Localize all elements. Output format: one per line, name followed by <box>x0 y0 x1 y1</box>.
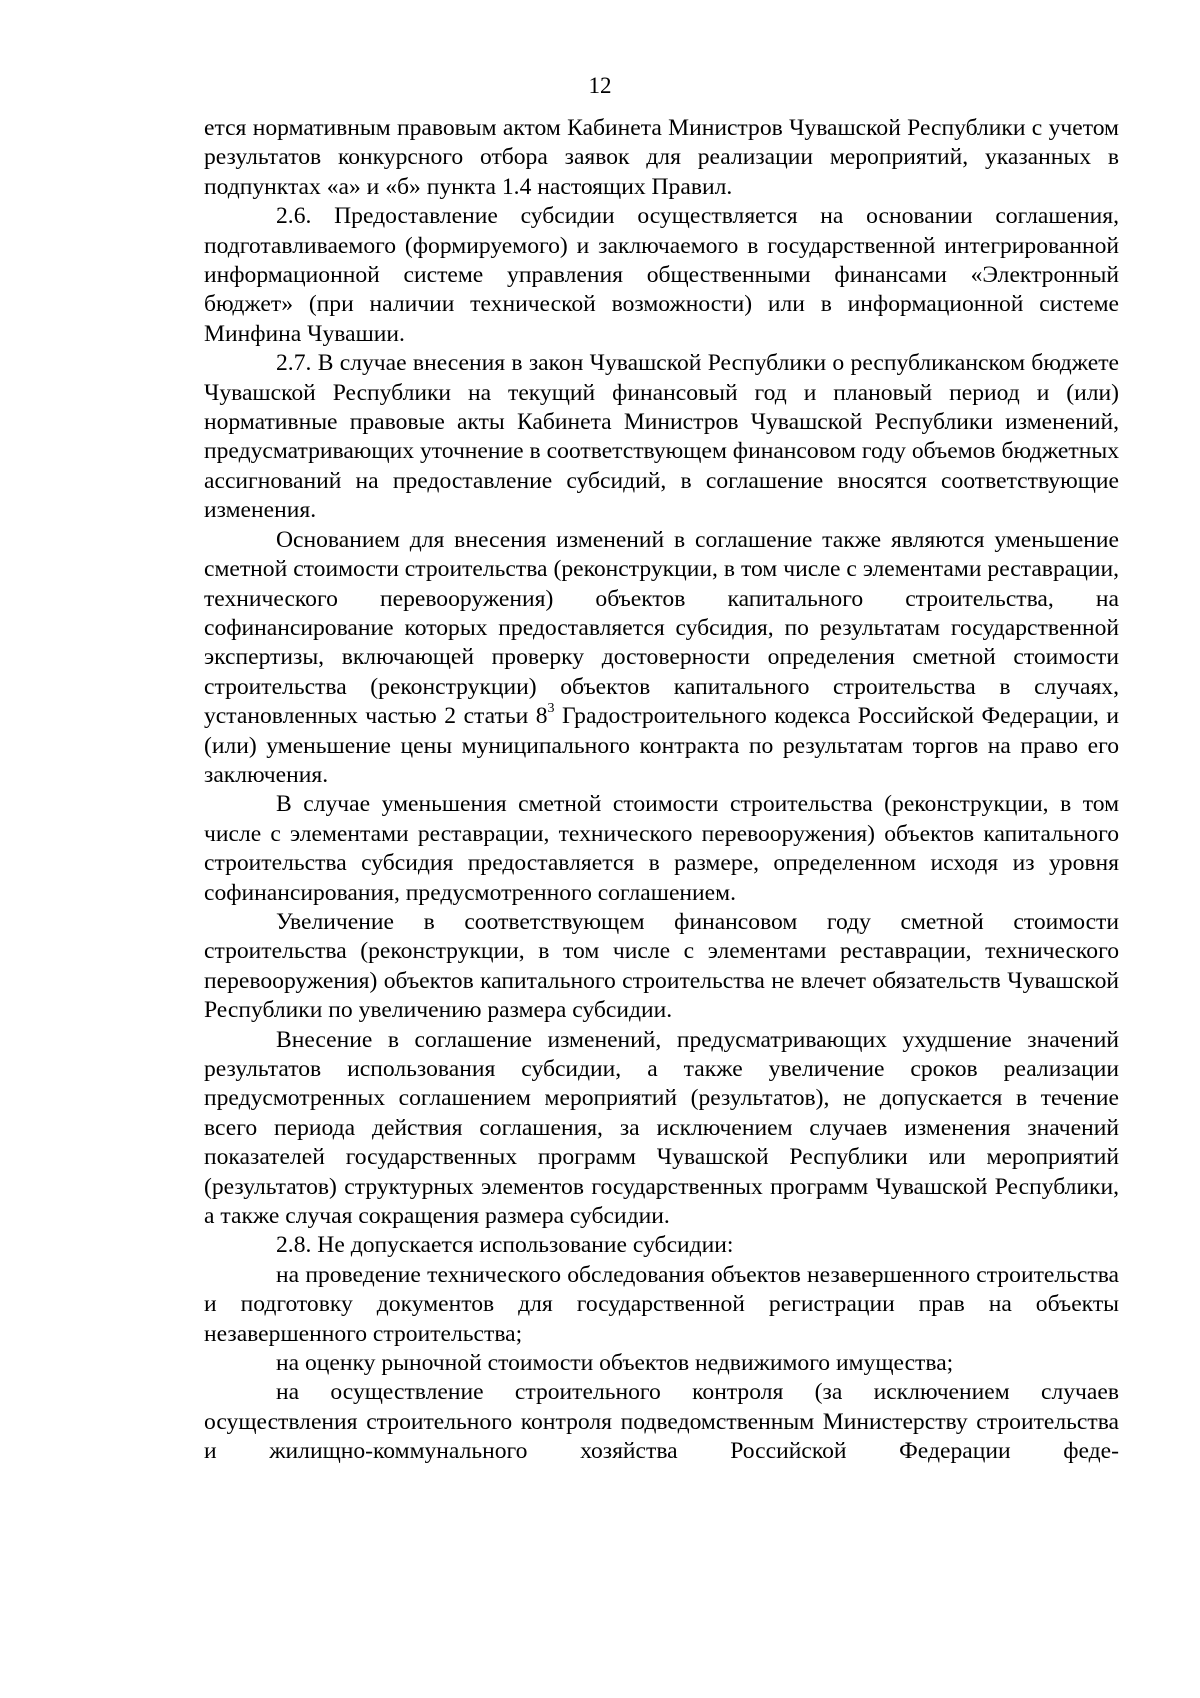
paragraph-2-8: 2.8. Не допускается использование субсидии: <box>276 1232 734 1259</box>
list-item-market-valuation: на оценку рыночной стоимости объектов недвижимого имущества; <box>276 1350 954 1377</box>
paragraph-grounds-for-changes <box>204 526 1119 791</box>
paragraph-2-7: 2.7. В случае внесения в закон Чувашской Республики о республиканском бюджете Чувашской Республики на текущий финансовый год и плановый период и (или) нормативные правовые акты Кабинета Министров Чувашской Республики изменений, предусматривающих уточнение в соответствующем финансовом году объемов бюджетных ассигнований на предоставление субсидий, в соглашение вносятся соответствующие изменения. <box>204 350 1119 524</box>
article-superscript: 3 <box>547 701 555 717</box>
paragraph-2-6: 2.6. Предоставление субсидии осуществляется на основании соглашения, подготавливаемого (формируемого) и заключаемого в государственной интегрированной информационной системе управления общественными финансами «Электронный бюджет» (при наличии технической возможности) или в информационной системе Минфина Чувашии. <box>204 203 1119 347</box>
list-item-technical-survey: на проведение технического обследования объектов незавершенного строительства и подготовку документов для государственной регистрации прав на объекты незавершенного строительства; <box>204 1261 1119 1347</box>
paragraph-cost-decrease: В случае уменьшения сметной стоимости строительства (реконструкции, в том числе с элементами реставрации, технического перевооружения) объектов капитального строительства субсидия предоставляется в размере, определенном исходя из уровня софинансирования, предусмотренного соглашением. <box>204 791 1119 906</box>
paragraph-grounds-text-start: Основанием для внесения изменений в соглашение также являются уменьшение сметной стоимости строительства (реконструкции, в том числе с элементами реставрации, технического перевооружения) объектов капитального строительства, на софинансирование которых предоставляется субсидия, по результатам государственной экспертизы, включающей проверку достоверности определения сметной стоимости строительства (реконструкции) объектов капитального строительства в случаях, установленных частью 2 статьи 8 <box>204 526 1119 730</box>
paragraph-continuation: ется нормативным правовым актом Кабинета Министров Чувашской Республики с учетом результатов конкурсного отбора заявок для реализации мероприятий, указанных в подпунктах «а» и «б» пункта 1.4 настоящих Правил. <box>204 115 1119 200</box>
page-number: 12 <box>588 73 612 98</box>
document-body <box>204 114 1119 1467</box>
paragraph-grounds-text-end: Градостроительного кодекса Российской Федерации, и (или) уменьшение цены муниципального контракта по результатам торгов на право его заключения. <box>204 703 1119 788</box>
paragraph-cost-increase: Увеличение в соответствующем финансовом году сметной стоимости строительства (реконструкции, в том числе с элементами реставрации, технического перевооружения) объектов капитального строительства не влечет обязательств Чувашской Республики по увеличению размера субсидии. <box>204 908 1119 1024</box>
list-item-construction-control: на осуществление строительного контроля (за исключением случаев осуществления строительного контроля подведомственным Министерству строительства и жилищно-коммунального хозяйства Российской Федерации феде- <box>204 1379 1119 1465</box>
paragraph-changes-restriction: Внесение в соглашение изменений, предусматривающих ухудшение значений результатов использования субсидии, а также увеличение сроков реализации предусмотренных соглашением мероприятий (результатов), не допускается в течение всего периода действия соглашения, за исключением случаев изменения значений показателей государственных программ Чувашской Республики или мероприятий (результатов) структурных элементов государственных программ Чувашской Республики, а также случая сокращения размера субсидии. <box>204 1026 1119 1230</box>
